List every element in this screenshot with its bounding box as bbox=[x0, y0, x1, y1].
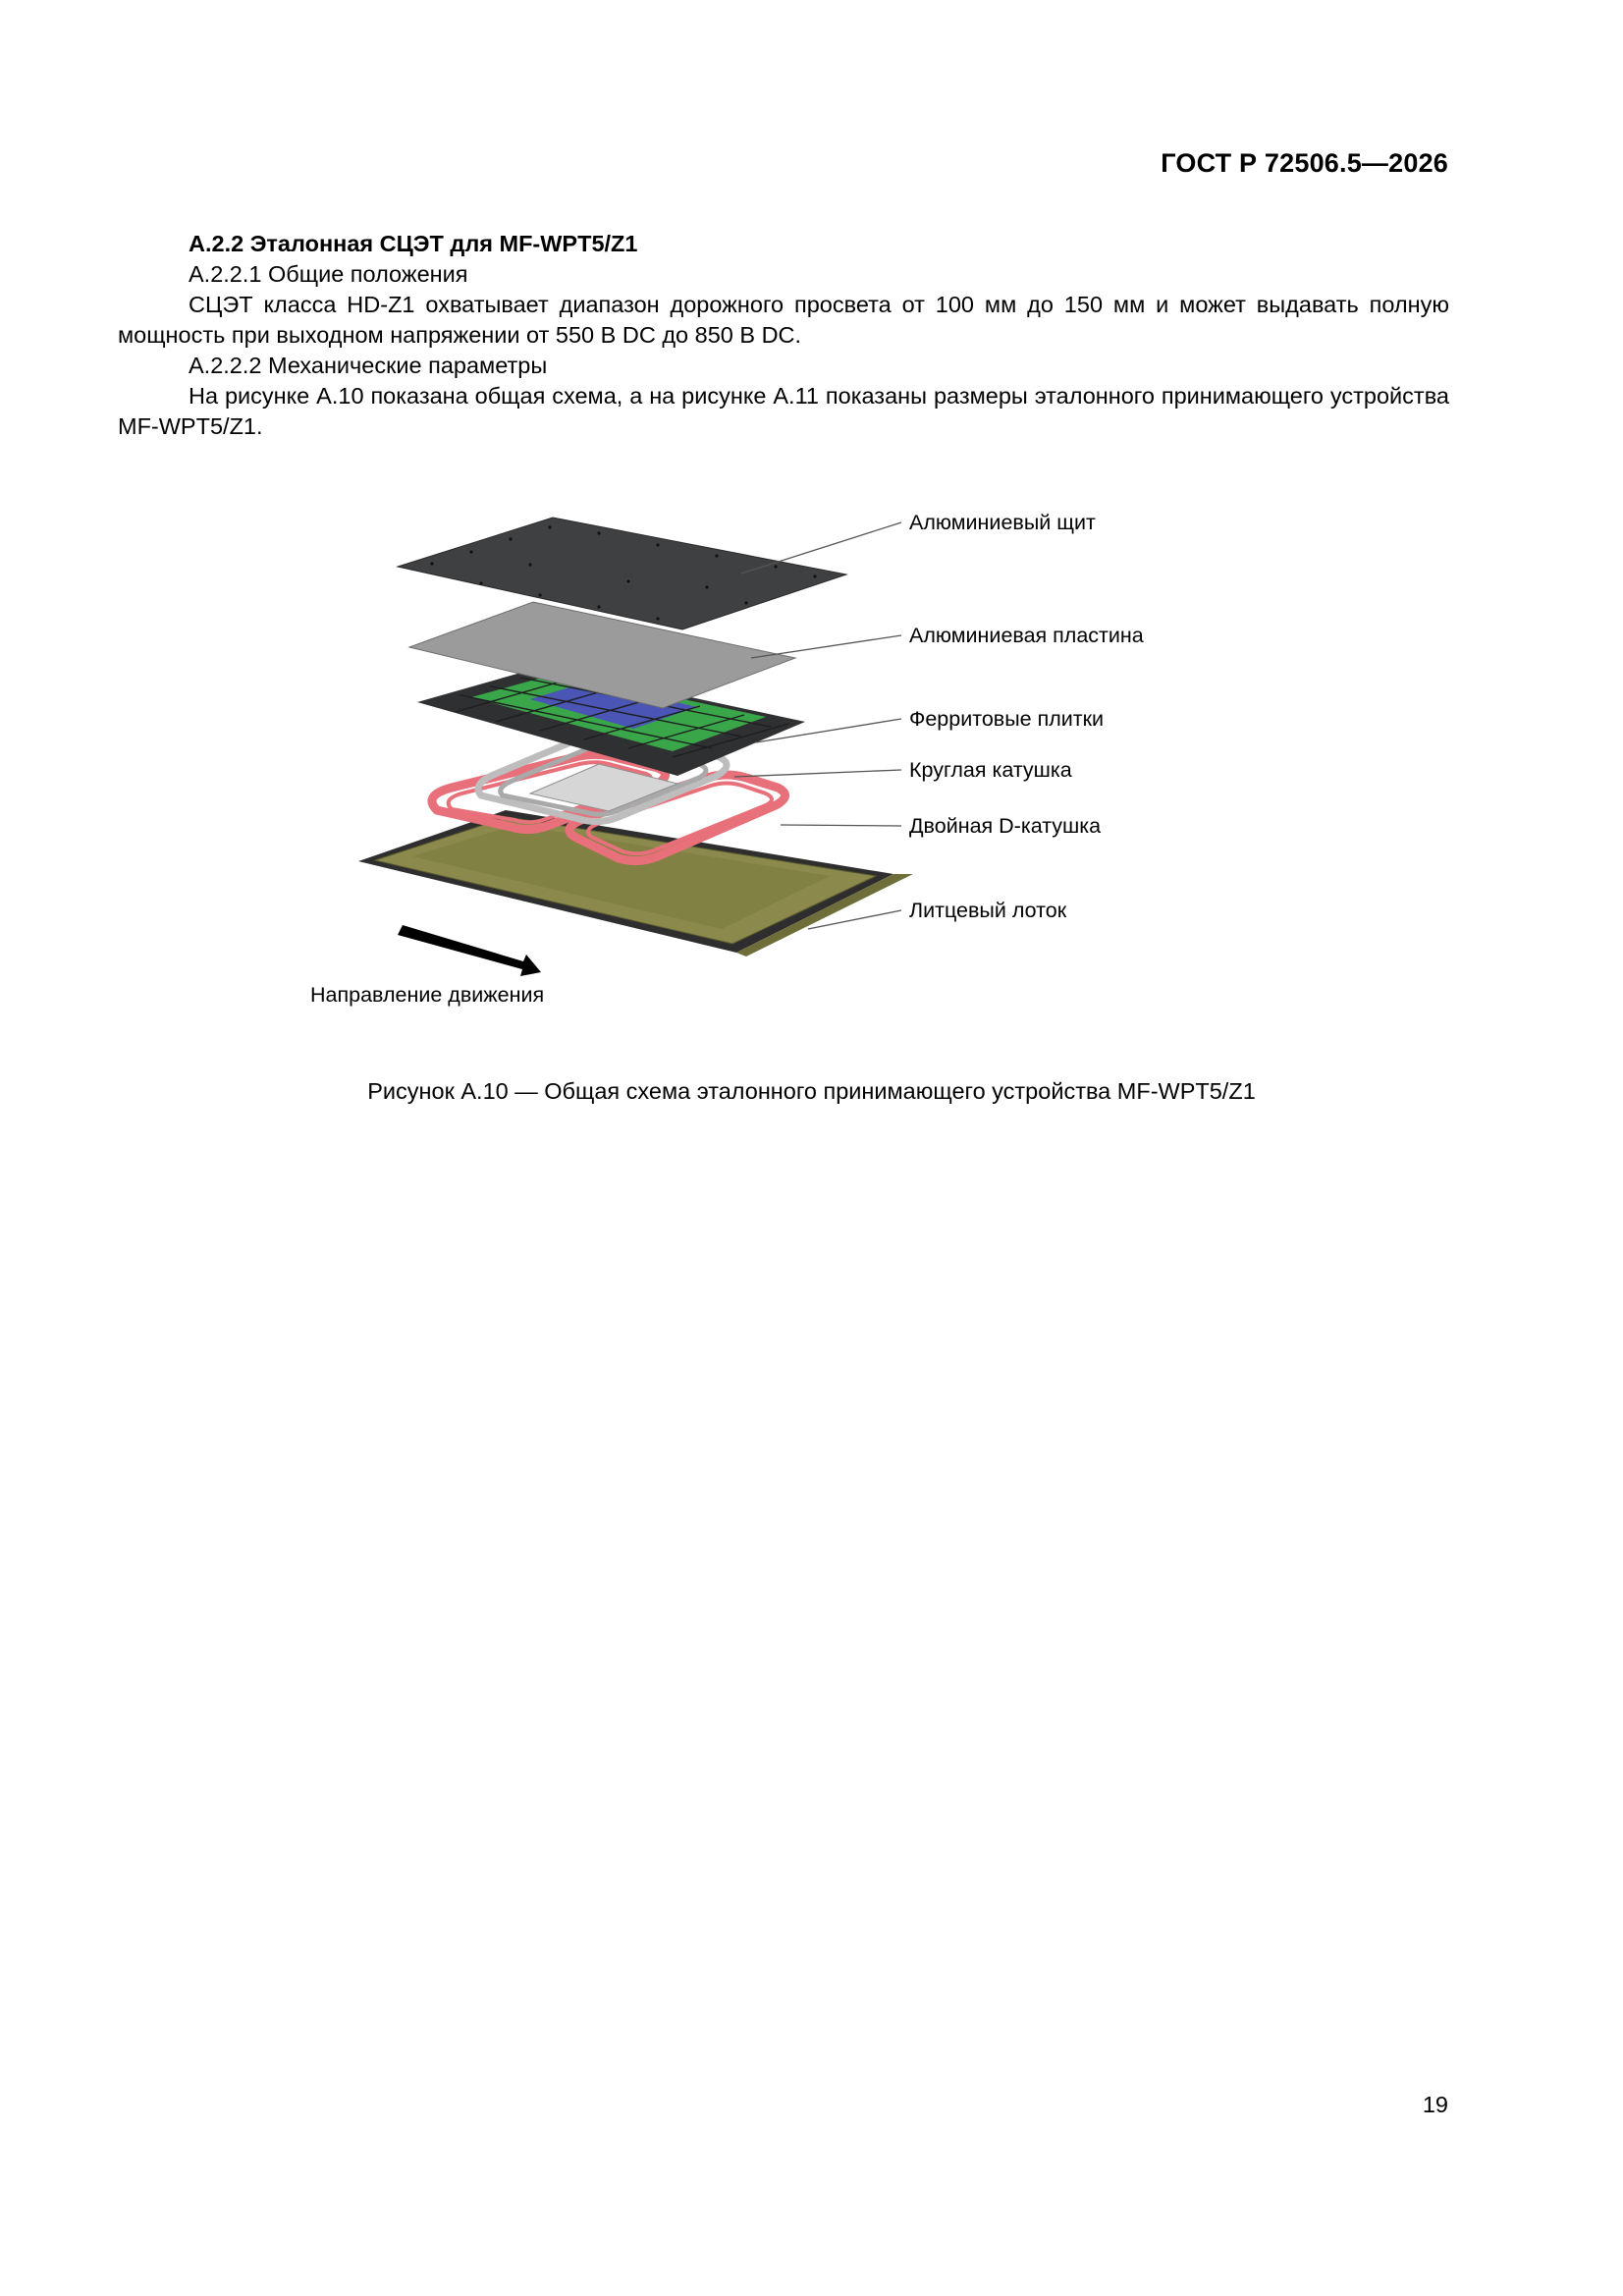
leader-circular-coil bbox=[734, 770, 901, 777]
subsection-heading-general: А.2.2.1 Общие положения bbox=[189, 261, 468, 287]
direction-arrow-icon bbox=[398, 925, 541, 976]
direction-of-travel-label: Направление движения bbox=[310, 983, 545, 1007]
callout-aluminum-plate: Алюминиевая пластина bbox=[909, 624, 1144, 647]
callout-double-d-coil: Двойная D-катушка bbox=[909, 814, 1102, 838]
leader-aluminum-plate bbox=[751, 635, 901, 658]
subsection-heading-mechanical: А.2.2.2 Механические параметры bbox=[189, 353, 548, 378]
callout-circular-coil: Круглая катушка bbox=[909, 758, 1072, 782]
leader-double-d-coil bbox=[781, 825, 901, 826]
figure-exploded-diagram bbox=[310, 471, 1217, 1021]
document-header: ГОСТ Р 72506.5—2026 bbox=[1161, 148, 1448, 178]
callout-ferrite-tiles: Ферритовые плитки bbox=[909, 707, 1105, 731]
figure-caption: Рисунок А.10 — Общая схема эталонного принимающего устройства MF-WPT5/Z1 bbox=[367, 1078, 1256, 1104]
body-text bbox=[118, 229, 1449, 442]
aluminum-shield-shape bbox=[398, 518, 846, 629]
aluminum-shield-layer bbox=[398, 518, 846, 629]
leader-aluminum-shield bbox=[741, 522, 901, 574]
exploded-view-drawing bbox=[334, 471, 1217, 1021]
callout-aluminum-shield: Алюминиевый щит bbox=[909, 511, 1096, 534]
callout-cast-tray: Литцевый лоток bbox=[909, 899, 1067, 922]
cast-tray-layer bbox=[358, 810, 913, 957]
paragraph-mechanical: На рисунке А.10 показана общая схема, а на рисунке А.11 показаны размеры эталонного принимающего устройства MF-WPT5/Z1. bbox=[118, 383, 1449, 439]
paragraph-general: СЦЭТ класса HD-Z1 охватывает диапазон дорожного просвета от 100 мм до 150 мм и может выдавать полную мощность при выходном напряжении от 550 В DC до 850 В DC. bbox=[118, 292, 1449, 348]
section-heading: А.2.2 Эталонная СЦЭТ для MF-WPT5/Z1 bbox=[189, 231, 638, 256]
page-number: 19 bbox=[1422, 2092, 1448, 2117]
